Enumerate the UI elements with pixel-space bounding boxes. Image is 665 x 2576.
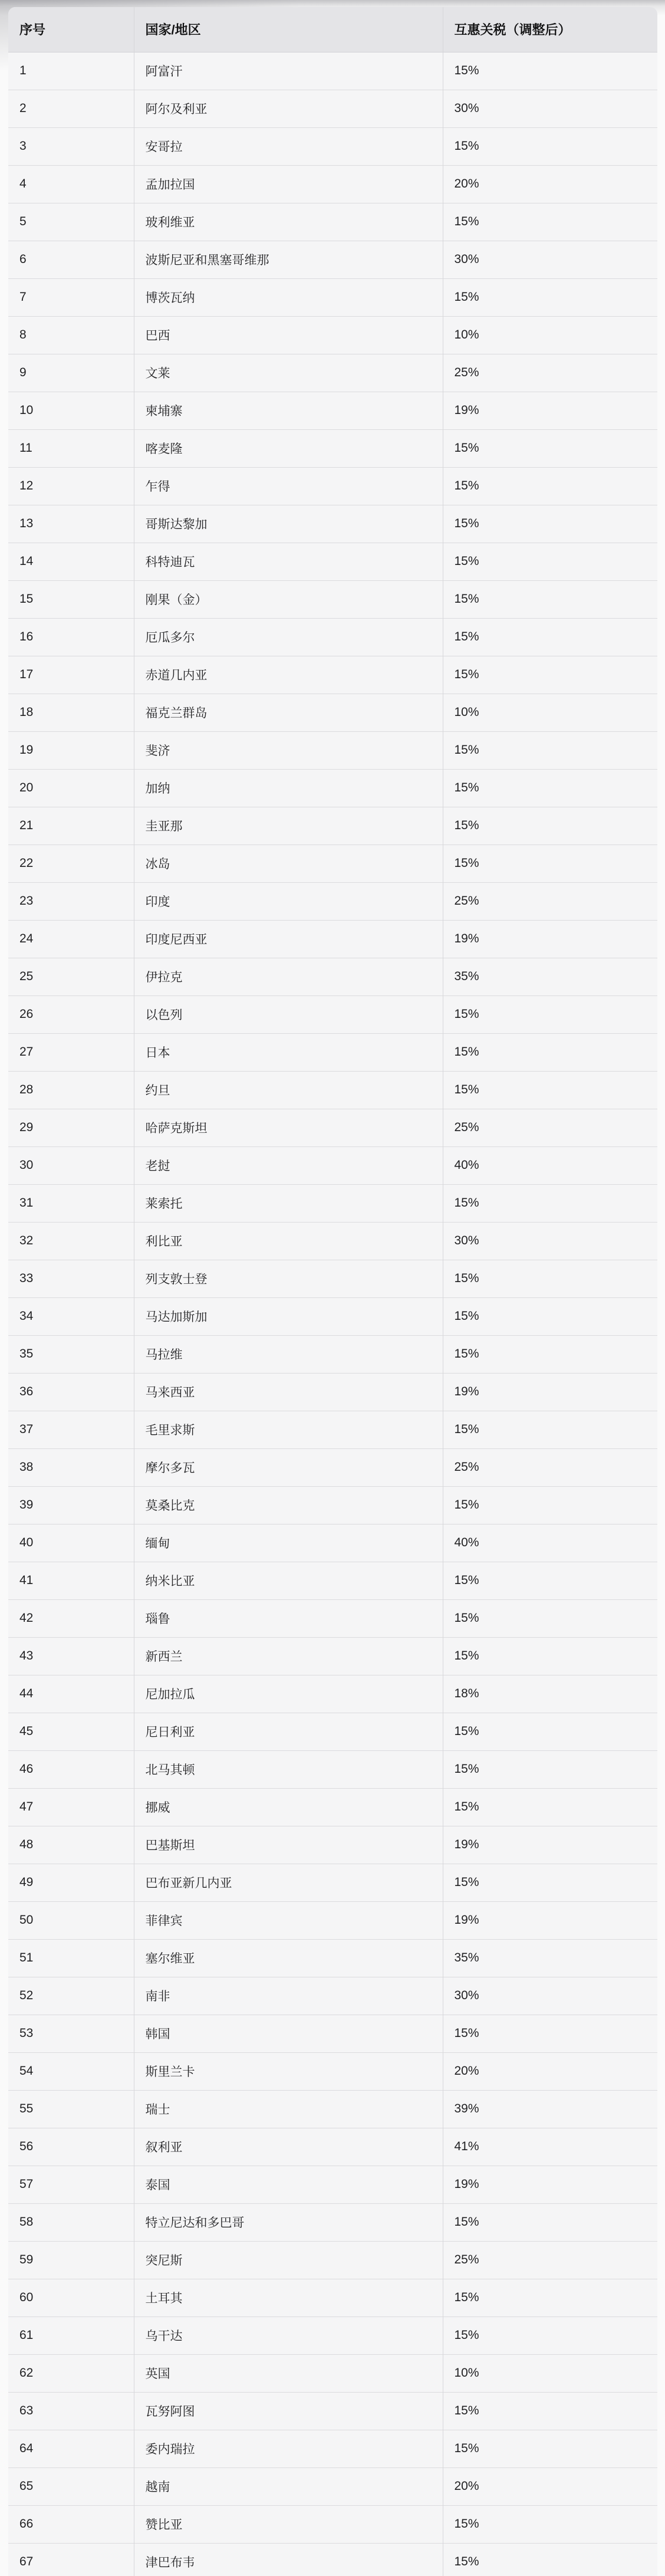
cell-country: 博茨瓦纳 — [134, 278, 443, 316]
cell-country: 泰国 — [134, 2166, 443, 2203]
cell-index: 63 — [8, 2392, 134, 2430]
header-row — [8, 7, 657, 52]
cell-country: 安哥拉 — [134, 127, 443, 165]
cell-tariff: 30% — [443, 1222, 657, 1260]
cell-index: 64 — [8, 2430, 134, 2467]
table-row — [8, 52, 657, 90]
cell-tariff: 15% — [443, 1713, 657, 1750]
cell-tariff: 10% — [443, 2354, 657, 2392]
table-row — [8, 1373, 657, 1411]
table-row — [8, 731, 657, 769]
cell-tariff: 15% — [443, 1750, 657, 1788]
cell-index: 15 — [8, 580, 134, 618]
table-row — [8, 656, 657, 694]
cell-tariff: 19% — [443, 1373, 657, 1411]
cell-tariff: 41% — [443, 2128, 657, 2166]
cell-index: 53 — [8, 2015, 134, 2052]
table-row — [8, 127, 657, 165]
table-row — [8, 1033, 657, 1071]
table-row — [8, 1939, 657, 1977]
cell-country: 马拉维 — [134, 1335, 443, 1373]
cell-country: 乌干达 — [134, 2317, 443, 2354]
cell-country: 冰岛 — [134, 845, 443, 882]
cell-index: 56 — [8, 2128, 134, 2166]
cell-country: 赤道几内亚 — [134, 656, 443, 694]
cell-index: 57 — [8, 2166, 134, 2203]
cell-country: 伊拉克 — [134, 958, 443, 995]
cell-index: 10 — [8, 392, 134, 429]
cell-country: 赞比亚 — [134, 2505, 443, 2543]
table-row — [8, 1297, 657, 1335]
cell-index: 8 — [8, 316, 134, 354]
cell-index: 5 — [8, 203, 134, 241]
cell-tariff: 15% — [443, 2317, 657, 2354]
cell-index: 6 — [8, 241, 134, 278]
cell-index: 50 — [8, 1901, 134, 1939]
table-row — [8, 694, 657, 731]
cell-tariff: 15% — [443, 505, 657, 543]
cell-country: 北马其顿 — [134, 1750, 443, 1788]
cell-country: 文莱 — [134, 354, 443, 392]
cell-index: 4 — [8, 165, 134, 203]
table-row — [8, 2241, 657, 2279]
cell-tariff: 15% — [443, 2015, 657, 2052]
cell-country: 尼日利亚 — [134, 1713, 443, 1750]
cell-index: 48 — [8, 1826, 134, 1864]
cell-country: 柬埔寨 — [134, 392, 443, 429]
table-row — [8, 2128, 657, 2166]
table-row — [8, 1109, 657, 1146]
table-row — [8, 845, 657, 882]
cell-country: 马来西亚 — [134, 1373, 443, 1411]
cell-index: 65 — [8, 2467, 134, 2505]
cell-index: 51 — [8, 1939, 134, 1977]
cell-index: 12 — [8, 467, 134, 505]
cell-tariff: 25% — [443, 1109, 657, 1146]
table-row — [8, 2543, 657, 2576]
cell-tariff: 30% — [443, 90, 657, 127]
table-row — [8, 505, 657, 543]
cell-index: 66 — [8, 2505, 134, 2543]
cell-country: 科特迪瓦 — [134, 543, 443, 580]
cell-country: 哈萨克斯坦 — [134, 1109, 443, 1146]
cell-tariff: 15% — [443, 769, 657, 807]
cell-index: 18 — [8, 694, 134, 731]
cell-index: 24 — [8, 920, 134, 958]
cell-country: 毛里求斯 — [134, 1411, 443, 1448]
table-row — [8, 1864, 657, 1901]
cell-tariff: 10% — [443, 316, 657, 354]
table-row — [8, 2354, 657, 2392]
table-row — [8, 2430, 657, 2467]
table-row — [8, 2279, 657, 2317]
cell-index: 25 — [8, 958, 134, 995]
table-row — [8, 1977, 657, 2015]
cell-index: 11 — [8, 429, 134, 467]
table-row — [8, 278, 657, 316]
cell-country: 摩尔多瓦 — [134, 1448, 443, 1486]
cell-tariff: 15% — [443, 731, 657, 769]
cell-country: 以色列 — [134, 995, 443, 1033]
cell-index: 38 — [8, 1448, 134, 1486]
table-row — [8, 1071, 657, 1109]
table-row — [8, 203, 657, 241]
cell-index: 46 — [8, 1750, 134, 1788]
cell-tariff: 15% — [443, 807, 657, 845]
cell-country: 印度 — [134, 882, 443, 920]
cell-country: 福克兰群岛 — [134, 694, 443, 731]
cell-tariff: 39% — [443, 2090, 657, 2128]
cell-tariff: 19% — [443, 2166, 657, 2203]
cell-country: 土耳其 — [134, 2279, 443, 2317]
table-row — [8, 580, 657, 618]
cell-tariff: 15% — [443, 1071, 657, 1109]
cell-index: 43 — [8, 1637, 134, 1675]
table-row — [8, 1486, 657, 1524]
table-row — [8, 2317, 657, 2354]
cell-index: 29 — [8, 1109, 134, 1146]
table-header — [8, 7, 657, 52]
cell-tariff: 35% — [443, 1939, 657, 1977]
cell-tariff: 15% — [443, 1562, 657, 1599]
cell-index: 22 — [8, 845, 134, 882]
tariff-table — [8, 7, 657, 2576]
cell-country: 日本 — [134, 1033, 443, 1071]
cell-country: 利比亚 — [134, 1222, 443, 1260]
cell-tariff: 15% — [443, 1260, 657, 1297]
cell-index: 3 — [8, 127, 134, 165]
cell-country: 瑙鲁 — [134, 1599, 443, 1637]
tariff-table-card — [8, 7, 657, 2576]
cell-tariff: 15% — [443, 1335, 657, 1373]
cell-tariff: 15% — [443, 1864, 657, 1901]
cell-tariff: 15% — [443, 1486, 657, 1524]
cell-tariff: 19% — [443, 1826, 657, 1864]
table-row — [8, 618, 657, 656]
cell-tariff: 15% — [443, 2430, 657, 2467]
cell-country: 巴布亚新几内亚 — [134, 1864, 443, 1901]
cell-country: 斐济 — [134, 731, 443, 769]
cell-country: 约旦 — [134, 1071, 443, 1109]
table-row — [8, 1599, 657, 1637]
cell-tariff: 15% — [443, 1637, 657, 1675]
cell-index: 32 — [8, 1222, 134, 1260]
cell-index: 21 — [8, 807, 134, 845]
table-row — [8, 769, 657, 807]
cell-tariff: 40% — [443, 1524, 657, 1562]
cell-tariff: 15% — [443, 656, 657, 694]
table-row — [8, 1713, 657, 1750]
cell-tariff: 19% — [443, 392, 657, 429]
table-row — [8, 1184, 657, 1222]
table-row — [8, 1335, 657, 1373]
table-row — [8, 958, 657, 995]
cell-country: 老挝 — [134, 1146, 443, 1184]
cell-country: 波斯尼亚和黑塞哥维那 — [134, 241, 443, 278]
table-row — [8, 1562, 657, 1599]
table-row — [8, 1222, 657, 1260]
cell-index: 59 — [8, 2241, 134, 2279]
cell-index: 54 — [8, 2052, 134, 2090]
cell-tariff: 15% — [443, 1184, 657, 1222]
cell-index: 49 — [8, 1864, 134, 1901]
table-row — [8, 316, 657, 354]
cell-tariff: 15% — [443, 995, 657, 1033]
cell-tariff: 15% — [443, 1599, 657, 1637]
cell-tariff: 15% — [443, 2543, 657, 2576]
cell-country: 巴西 — [134, 316, 443, 354]
cell-tariff: 30% — [443, 241, 657, 278]
cell-country: 新西兰 — [134, 1637, 443, 1675]
cell-tariff: 15% — [443, 1411, 657, 1448]
cell-index: 17 — [8, 656, 134, 694]
cell-tariff: 25% — [443, 2241, 657, 2279]
cell-country: 叙利亚 — [134, 2128, 443, 2166]
cell-country: 列支敦士登 — [134, 1260, 443, 1297]
cell-country: 玻利维亚 — [134, 203, 443, 241]
table-row — [8, 1411, 657, 1448]
cell-tariff: 15% — [443, 127, 657, 165]
cell-country: 孟加拉国 — [134, 165, 443, 203]
table-row — [8, 2090, 657, 2128]
cell-index: 13 — [8, 505, 134, 543]
table-row — [8, 1788, 657, 1826]
cell-country: 韩国 — [134, 2015, 443, 2052]
table-row — [8, 1826, 657, 1864]
table-row — [8, 1146, 657, 1184]
cell-index: 44 — [8, 1675, 134, 1713]
cell-country: 印度尼西亚 — [134, 920, 443, 958]
table-row — [8, 392, 657, 429]
cell-index: 33 — [8, 1260, 134, 1297]
cell-index: 61 — [8, 2317, 134, 2354]
cell-tariff: 25% — [443, 1448, 657, 1486]
cell-country: 厄瓜多尔 — [134, 618, 443, 656]
table-body — [8, 52, 657, 2576]
cell-index: 30 — [8, 1146, 134, 1184]
cell-index: 41 — [8, 1562, 134, 1599]
cell-tariff: 15% — [443, 580, 657, 618]
cell-country: 菲律宾 — [134, 1901, 443, 1939]
cell-index: 28 — [8, 1071, 134, 1109]
cell-index: 55 — [8, 2090, 134, 2128]
cell-index: 60 — [8, 2279, 134, 2317]
cell-country: 特立尼达和多巴哥 — [134, 2203, 443, 2241]
cell-tariff: 20% — [443, 165, 657, 203]
cell-tariff: 19% — [443, 1901, 657, 1939]
table-row — [8, 920, 657, 958]
cell-tariff: 15% — [443, 543, 657, 580]
cell-index: 1 — [8, 52, 134, 90]
cell-country: 突尼斯 — [134, 2241, 443, 2279]
cell-country: 瑞士 — [134, 2090, 443, 2128]
cell-country: 莫桑比克 — [134, 1486, 443, 1524]
cell-country: 挪威 — [134, 1788, 443, 1826]
cell-index: 14 — [8, 543, 134, 580]
table-row — [8, 2505, 657, 2543]
cell-country: 哥斯达黎加 — [134, 505, 443, 543]
table-row — [8, 354, 657, 392]
cell-tariff: 15% — [443, 278, 657, 316]
cell-index: 20 — [8, 769, 134, 807]
table-row — [8, 2203, 657, 2241]
cell-index: 39 — [8, 1486, 134, 1524]
cell-index: 62 — [8, 2354, 134, 2392]
cell-tariff: 15% — [443, 52, 657, 90]
cell-tariff: 35% — [443, 958, 657, 995]
cell-index: 42 — [8, 1599, 134, 1637]
cell-country: 阿富汗 — [134, 52, 443, 90]
cell-tariff: 15% — [443, 2392, 657, 2430]
cell-country: 加纳 — [134, 769, 443, 807]
cell-tariff: 15% — [443, 1788, 657, 1826]
cell-country: 英国 — [134, 2354, 443, 2392]
cell-country: 尼加拉瓜 — [134, 1675, 443, 1713]
cell-index: 67 — [8, 2543, 134, 2576]
column-header-index: 序号 — [8, 7, 134, 52]
cell-index: 45 — [8, 1713, 134, 1750]
cell-index: 27 — [8, 1033, 134, 1071]
table-row — [8, 995, 657, 1033]
cell-tariff: 15% — [443, 2203, 657, 2241]
cell-tariff: 30% — [443, 1977, 657, 2015]
table-row — [8, 2052, 657, 2090]
table-row — [8, 90, 657, 127]
cell-tariff: 15% — [443, 467, 657, 505]
cell-tariff: 10% — [443, 694, 657, 731]
table-row — [8, 882, 657, 920]
cell-country: 圭亚那 — [134, 807, 443, 845]
cell-country: 阿尔及利亚 — [134, 90, 443, 127]
cell-index: 31 — [8, 1184, 134, 1222]
table-row — [8, 543, 657, 580]
cell-country: 瓦努阿图 — [134, 2392, 443, 2430]
table-row — [8, 241, 657, 278]
cell-index: 47 — [8, 1788, 134, 1826]
cell-index: 34 — [8, 1297, 134, 1335]
cell-index: 35 — [8, 1335, 134, 1373]
cell-tariff: 40% — [443, 1146, 657, 1184]
cell-country: 越南 — [134, 2467, 443, 2505]
cell-country: 纳米比亚 — [134, 1562, 443, 1599]
table-row — [8, 807, 657, 845]
table-row — [8, 165, 657, 203]
cell-index: 36 — [8, 1373, 134, 1411]
cell-tariff: 25% — [443, 354, 657, 392]
cell-tariff: 20% — [443, 2467, 657, 2505]
cell-country: 塞尔维亚 — [134, 1939, 443, 1977]
cell-country: 斯里兰卡 — [134, 2052, 443, 2090]
cell-country: 乍得 — [134, 467, 443, 505]
cell-index: 7 — [8, 278, 134, 316]
cell-country: 津巴布韦 — [134, 2543, 443, 2576]
cell-index: 23 — [8, 882, 134, 920]
cell-tariff: 20% — [443, 2052, 657, 2090]
table-row — [8, 1901, 657, 1939]
table-row — [8, 1260, 657, 1297]
cell-tariff: 15% — [443, 845, 657, 882]
cell-index: 16 — [8, 618, 134, 656]
cell-tariff: 15% — [443, 1033, 657, 1071]
cell-tariff: 15% — [443, 1297, 657, 1335]
table-row — [8, 1750, 657, 1788]
cell-index: 37 — [8, 1411, 134, 1448]
table-row — [8, 2467, 657, 2505]
cell-country: 喀麦隆 — [134, 429, 443, 467]
cell-tariff: 18% — [443, 1675, 657, 1713]
cell-index: 58 — [8, 2203, 134, 2241]
table-row — [8, 1448, 657, 1486]
cell-country: 莱索托 — [134, 1184, 443, 1222]
cell-tariff: 15% — [443, 618, 657, 656]
cell-country: 马达加斯加 — [134, 1297, 443, 1335]
cell-country: 委内瑞拉 — [134, 2430, 443, 2467]
cell-country: 巴基斯坦 — [134, 1826, 443, 1864]
cell-index: 9 — [8, 354, 134, 392]
cell-tariff: 15% — [443, 429, 657, 467]
cell-index: 26 — [8, 995, 134, 1033]
column-header-tariff: 互惠关税（调整后） — [443, 7, 657, 52]
cell-index: 2 — [8, 90, 134, 127]
cell-country: 缅甸 — [134, 1524, 443, 1562]
table-row — [8, 467, 657, 505]
table-row — [8, 2392, 657, 2430]
cell-tariff: 15% — [443, 203, 657, 241]
column-header-country: 国家/地区 — [134, 7, 443, 52]
cell-index: 19 — [8, 731, 134, 769]
cell-tariff: 15% — [443, 2279, 657, 2317]
table-row — [8, 2166, 657, 2203]
cell-index: 40 — [8, 1524, 134, 1562]
table-row — [8, 429, 657, 467]
table-row — [8, 1637, 657, 1675]
cell-tariff: 19% — [443, 920, 657, 958]
cell-country: 南非 — [134, 1977, 443, 2015]
table-row — [8, 1675, 657, 1713]
table-row — [8, 1524, 657, 1562]
cell-country: 刚果（金） — [134, 580, 443, 618]
table-row — [8, 2015, 657, 2052]
cell-index: 52 — [8, 1977, 134, 2015]
cell-tariff: 25% — [443, 882, 657, 920]
cell-tariff: 15% — [443, 2505, 657, 2543]
